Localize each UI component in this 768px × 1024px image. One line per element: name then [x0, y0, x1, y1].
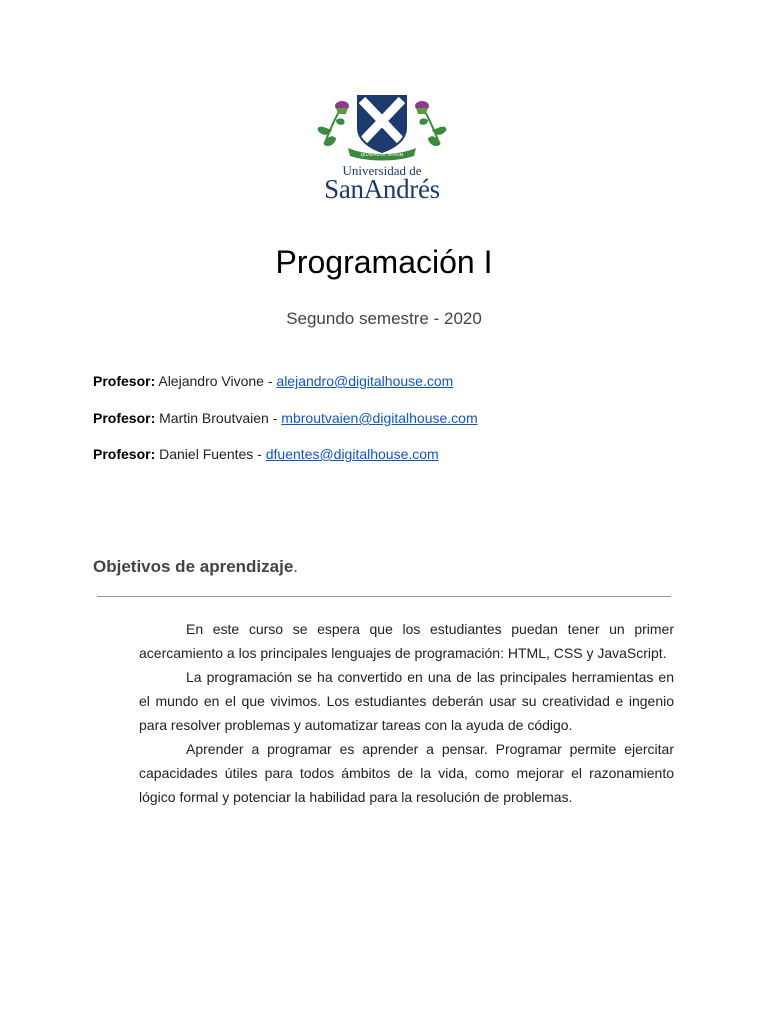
professor-email-link[interactable]: dfuentes@digitalhouse.com	[265, 446, 439, 462]
professor-name: Daniel Fuentes -	[159, 446, 266, 462]
left-thistle-icon	[318, 101, 349, 146]
professor-label: Profesor:	[93, 373, 156, 389]
professor-name: Martin Broutvaien -	[159, 410, 282, 426]
objectives-body	[139, 617, 674, 809]
crest-icon	[296, 90, 468, 162]
document-title: Programación I	[275, 244, 493, 280]
university-logo	[296, 90, 468, 210]
document-subtitle: Segundo semestre - 2020	[286, 309, 482, 328]
professor-name: Alejandro Vivone -	[158, 373, 277, 389]
professor-email-link[interactable]: mbroutvaien@digitalhouse.com	[281, 410, 478, 426]
section-heading	[93, 557, 298, 577]
right-thistle-icon	[415, 101, 446, 146]
paragraph: La programación se ha convertido en una de las principales herramientas en el mundo en el que vivimos. Los estudiantes deberán usar su creatividad e ingenio para resolver problemas y automatizar tareas con la ayuda de código.	[139, 669, 674, 733]
logo-name-small: Universidad de	[342, 163, 422, 178]
section-punct: .	[293, 557, 299, 576]
professor-line	[93, 373, 453, 389]
paragraph: En este curso se espera que los estudiantes puedan tener un primer acercamiento a los principales lenguajes de programación: HTML, CSS y JavaScript.	[139, 621, 674, 661]
section-title: Objetivos de aprendizaje	[93, 557, 294, 576]
section-divider	[97, 596, 671, 597]
professor-label: Profesor:	[93, 410, 156, 426]
professor-line	[93, 410, 478, 426]
professor-label: Profesor:	[93, 446, 156, 462]
motto-text: QUAERERE VERUM	[360, 152, 404, 157]
professor-line	[93, 446, 439, 462]
paragraph: Aprender a programar es aprender a pensar. Programar permite ejercitar capacidades útiles para todos ámbitos de la vida, como mejorar el razonamiento lógico formal y potenciar la habilidad para la resolución de problemas.	[139, 741, 674, 805]
logo-name-big: SanAndrés	[324, 174, 440, 204]
professor-email-link[interactable]: alejandro@digitalhouse.com	[276, 373, 454, 389]
